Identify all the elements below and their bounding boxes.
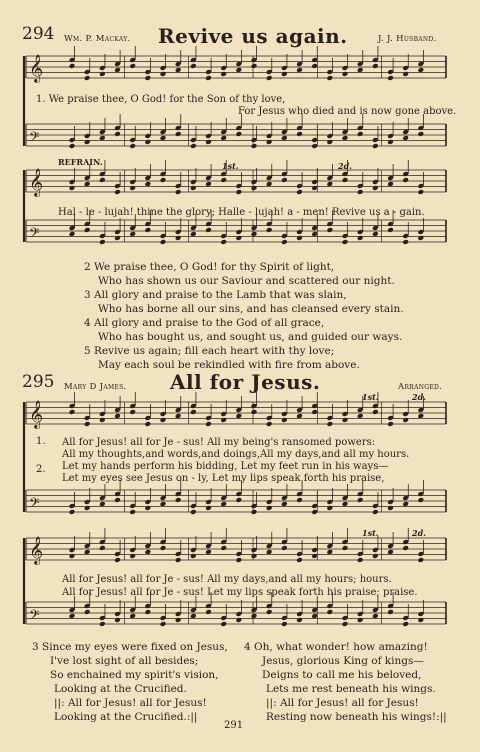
note-head [387, 505, 394, 511]
note-head [175, 557, 182, 563]
note-head [99, 135, 106, 141]
note-head [281, 135, 288, 141]
note-head [402, 621, 409, 627]
note-head [251, 409, 258, 415]
v4-line1: 4 Oh, what wonder! how amazing! [244, 641, 428, 653]
note-head [266, 421, 273, 427]
hymn-295-line3: Let my hands perform his bidding, Let my feet run in his ways— [62, 461, 389, 472]
note-head [402, 417, 409, 423]
note-head [220, 177, 227, 183]
note-head [326, 227, 333, 233]
note-head [84, 75, 91, 81]
ending-first-295b: 1st. [362, 528, 379, 538]
note-head [99, 621, 106, 627]
note-head [114, 189, 121, 195]
note-head [417, 235, 424, 241]
note-head [266, 505, 273, 511]
note-head [372, 613, 379, 619]
note-head [417, 557, 424, 563]
note-head [205, 609, 212, 615]
note-head [144, 549, 151, 555]
note-head [129, 231, 136, 237]
note-head [402, 135, 409, 141]
note-head [190, 409, 197, 415]
note-head [387, 549, 394, 555]
note-head [175, 131, 182, 137]
note-head [114, 235, 121, 241]
note-head [190, 613, 197, 619]
verse-5-line-1: 5 Revive us again; fill each heart with thy love; [84, 345, 335, 357]
note-head [175, 67, 182, 73]
note-head [357, 189, 364, 195]
note-head [235, 67, 242, 73]
note-head [266, 227, 273, 233]
note-head [357, 497, 364, 503]
note-head [114, 131, 121, 137]
note-head [69, 63, 76, 69]
note-head [266, 139, 273, 145]
note-head [372, 63, 379, 69]
hymn-295-v1-num: 1. [36, 436, 46, 447]
note-head [175, 413, 182, 419]
verse-4-line-1: 4 All glory and praise to the God of all grace, [84, 317, 325, 329]
note-head [387, 609, 394, 615]
refrain-label: REFRAIN. [58, 157, 103, 167]
note-head [84, 609, 91, 615]
note-head [326, 549, 333, 555]
note-head [387, 181, 394, 187]
note-head [84, 505, 91, 511]
verse-2-line-1: 2 We praise thee, O God! for thy Spirit of light, [84, 261, 335, 273]
note-head [281, 621, 288, 627]
note-head [220, 135, 227, 141]
note-head [281, 177, 288, 183]
note-head [99, 545, 106, 551]
note-head [357, 131, 364, 137]
v3-line3: So enchained my spirit's vision, [50, 669, 219, 681]
note-head [251, 185, 258, 191]
hymn-295-title: All for Jesus. [170, 370, 321, 394]
v4-line2: Jesus, glorious King of kings— [262, 655, 424, 667]
v4-line3: Deigns to call me his beloved, [262, 669, 422, 681]
note-head [266, 609, 273, 615]
hymn-295-verse4 [244, 640, 447, 724]
note-head [129, 63, 136, 69]
note-head [326, 609, 333, 615]
note-head [281, 545, 288, 551]
note-head [281, 71, 288, 77]
note-head [251, 143, 258, 149]
note-head [357, 235, 364, 241]
note-head [190, 63, 197, 69]
note-head [160, 545, 167, 551]
bass-clef-icon: 𝄢 [29, 129, 40, 148]
hymn-294-author: Wm. P. Mackay. [64, 34, 131, 44]
note-head [69, 509, 76, 515]
note-head [84, 421, 91, 427]
note-head [372, 231, 379, 237]
note-head [160, 177, 167, 183]
note-head [220, 545, 227, 551]
note-head [402, 71, 409, 77]
note-head [114, 413, 121, 419]
note-head [402, 177, 409, 183]
note-head [281, 239, 288, 245]
note-head [251, 63, 258, 69]
note-head [175, 497, 182, 503]
hymn-number-294: 294 [22, 24, 55, 44]
page-number: 291 [224, 720, 244, 731]
note-head [417, 497, 424, 503]
note-head [69, 553, 76, 559]
note-head [266, 549, 273, 555]
bass-clef-icon: 𝄢 [29, 495, 40, 514]
note-head [175, 189, 182, 195]
note-head [266, 75, 273, 81]
note-head [296, 235, 303, 241]
note-head [99, 239, 106, 245]
ending-second-294: 2d. [338, 161, 352, 171]
note-head [205, 549, 212, 555]
note-head [357, 557, 364, 563]
note-head [326, 75, 333, 81]
note-head [205, 421, 212, 427]
note-head [387, 421, 394, 427]
note-head [69, 231, 76, 237]
note-head [69, 409, 76, 415]
note-head [251, 509, 258, 515]
note-head [175, 235, 182, 241]
note-head [326, 139, 333, 145]
hymn-number-295: 295 [22, 372, 55, 392]
note-head [144, 505, 151, 511]
note-head [417, 617, 424, 623]
hymn-294-verses [84, 260, 404, 372]
verse-5-line-2: May each soul be rekindled with fire from above. [98, 359, 360, 371]
v3-line4: Looking at the Crucified. [54, 683, 187, 695]
note-head [326, 181, 333, 187]
verse-3-line-2: Who has borne all our sins, and has cleansed every stain. [98, 303, 404, 315]
note-head [235, 557, 242, 563]
note-head [129, 409, 136, 415]
v3-line2: I've lost sight of all besides; [50, 655, 199, 667]
note-head [190, 553, 197, 559]
note-head [160, 417, 167, 423]
hymn-294-title: Revive us again. [158, 24, 348, 48]
note-head [144, 75, 151, 81]
note-head [417, 189, 424, 195]
note-head [190, 143, 197, 149]
note-head [205, 181, 212, 187]
note-head [235, 235, 242, 241]
note-head [417, 67, 424, 73]
note-head [129, 143, 136, 149]
ending-second-295b: 2d. [412, 528, 426, 538]
note-head [220, 417, 227, 423]
note-head [372, 143, 379, 149]
note-head [296, 413, 303, 419]
v4-line4: Lets me rest beneath his wings. [266, 683, 436, 695]
note-head [205, 139, 212, 145]
note-head [175, 617, 182, 623]
note-head [144, 181, 151, 187]
note-head [205, 227, 212, 233]
v3-line6: Looking at the Crucified.:|| [54, 711, 198, 723]
note-head [402, 545, 409, 551]
note-head [69, 185, 76, 191]
note-head [190, 231, 197, 237]
hymn-294-verse1-line2: For Jesus who died and is now gone above. [238, 106, 457, 117]
note-head [99, 417, 106, 423]
note-head [84, 139, 91, 145]
note-head [296, 189, 303, 195]
note-head [220, 621, 227, 627]
note-head [235, 413, 242, 419]
note-head [205, 505, 212, 511]
note-head [190, 509, 197, 515]
note-head [402, 501, 409, 507]
verse-2-line-2: Who has shown us our Saviour and scattered our night. [98, 275, 395, 287]
note-head [190, 185, 197, 191]
note-head [160, 239, 167, 245]
note-head [296, 617, 303, 623]
note-head [342, 621, 349, 627]
note-head [160, 501, 167, 507]
hymn-295-v2-num: 2. [36, 464, 46, 475]
bass-clef-icon: 𝄢 [29, 225, 40, 244]
note-head [296, 557, 303, 563]
treble-clef-icon: 𝄞 [29, 536, 44, 564]
note-head [99, 501, 106, 507]
ending-first-295a: 1st. [362, 392, 379, 402]
note-head [281, 501, 288, 507]
note-head [144, 609, 151, 615]
note-head [84, 181, 91, 187]
note-head [235, 617, 242, 623]
note-head [296, 67, 303, 73]
note-head [144, 139, 151, 145]
note-head [160, 621, 167, 627]
note-head [372, 185, 379, 191]
note-head [372, 509, 379, 515]
note-head [342, 71, 349, 77]
note-head [387, 139, 394, 145]
note-head [129, 613, 136, 619]
note-head [281, 417, 288, 423]
hymn-295-verse3 [32, 640, 228, 724]
note-head [235, 497, 242, 503]
note-head [114, 67, 121, 73]
treble-clef-icon: 𝄞 [29, 54, 44, 82]
note-head [372, 553, 379, 559]
note-head [251, 231, 258, 237]
hymn-294-composer: J. J. Husband. [378, 34, 437, 44]
v3-line5: ||: All for Jesus! all for Jesus! [54, 697, 207, 709]
note-head [326, 505, 333, 511]
note-head [357, 413, 364, 419]
note-head [84, 227, 91, 233]
note-head [387, 227, 394, 233]
note-head [235, 131, 242, 137]
note-head [342, 239, 349, 245]
hymn-295-line4: Let my eyes see Jesus on - ly, Let my lips speak forth his praise, [62, 473, 385, 484]
note-head [251, 553, 258, 559]
note-head [129, 553, 136, 559]
note-head [372, 409, 379, 415]
note-head [357, 67, 364, 73]
ending-first-294: 1st. [222, 161, 239, 171]
hymn-295-author: Mary D James. [64, 382, 127, 392]
treble-clef-icon: 𝄞 [29, 168, 44, 196]
hymn-295-refrain2: All for Jesus! all for Je - sus! Let my lips speak forth his praise; praise. [62, 587, 418, 598]
note-head [342, 545, 349, 551]
v3-line1: 3 Since my eyes were fixed on Jesus, [32, 641, 228, 653]
note-head [296, 131, 303, 137]
hymn-295-line2: All my thoughts,and words,and doings,All my days,and all my hours. [62, 449, 410, 460]
note-head [129, 509, 136, 515]
note-head [99, 177, 106, 183]
ending-second-295a: 2d. [412, 392, 426, 402]
note-head [266, 181, 273, 187]
note-head [144, 227, 151, 233]
note-head [387, 75, 394, 81]
note-head [84, 549, 91, 555]
hymn-295-composer: Arranged. [398, 382, 443, 392]
note-head [402, 239, 409, 245]
note-head [144, 421, 151, 427]
v4-line6: Resting now beneath his wings!:|| [266, 711, 447, 723]
note-head [326, 421, 333, 427]
note-head [342, 135, 349, 141]
note-head [205, 75, 212, 81]
note-head [114, 617, 121, 623]
note-head [114, 497, 121, 503]
note-head [129, 185, 136, 191]
note-head [342, 501, 349, 507]
note-head [235, 189, 242, 195]
hymn-295-line1: All for Jesus! all for Je - sus! All my being's ransomed powers: [62, 437, 376, 448]
note-head [417, 131, 424, 137]
note-head [220, 71, 227, 77]
note-head [160, 71, 167, 77]
note-head [220, 501, 227, 507]
note-head [342, 417, 349, 423]
hymn-295-refrain1: All for Jesus! all for Je - sus! All my days,and all my hours; hours. [62, 574, 392, 585]
note-head [417, 413, 424, 419]
note-head [114, 557, 121, 563]
note-head [160, 135, 167, 141]
bass-clef-icon: 𝄢 [29, 607, 40, 626]
note-head [296, 497, 303, 503]
v4-line5: ||: All for Jesus! all for Jesus! [266, 697, 419, 709]
note-head [69, 143, 76, 149]
verse-4-line-2: Who has bought us, and sought us, and guided our ways. [98, 331, 403, 343]
note-head [357, 617, 364, 623]
note-head [251, 613, 258, 619]
note-head [99, 71, 106, 77]
note-head [69, 613, 76, 619]
refrain-lyric-294: Hal - le - lujah! thine the glory; Halle - lujah! a - men! Revive us a - gain. [58, 207, 425, 218]
hymn-294-verse1-line1: 1. We praise thee, O God! for the Son of thy love, [36, 94, 286, 105]
note-head [342, 177, 349, 183]
note-head [220, 239, 227, 245]
verse-3-line-1: 3 All glory and praise to the Lamb that was slain, [84, 289, 347, 301]
treble-clef-icon: 𝄞 [29, 400, 44, 428]
